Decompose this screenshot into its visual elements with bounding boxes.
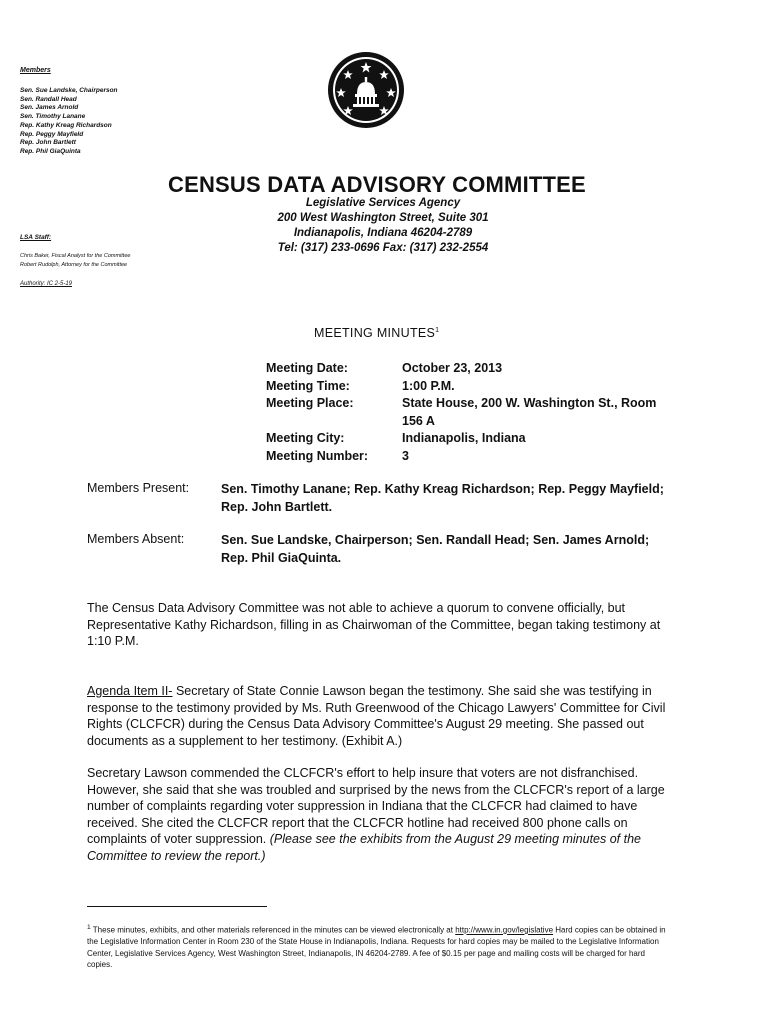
member-item: Rep. Kathy Kreag Richardson <box>20 121 112 129</box>
member-item: Rep. Peggy Mayfield <box>20 130 84 138</box>
meeting-row <box>266 430 662 448</box>
members-heading: Members <box>20 67 51 74</box>
meeting-row <box>266 395 662 430</box>
footnote-divider <box>87 906 267 907</box>
lsa-staff-heading: LSA Staff: <box>20 234 52 241</box>
meeting-value: 3 <box>402 448 409 463</box>
paragraph-quorum: The Census Data Advisory Committee was not able to achieve a quorum to convene officially, but Representative Kathy Richardson, filling in as Chairwoman of the Committee, began taking testimony at 1:10 P.M. <box>87 601 661 648</box>
footnote-mark: 1 <box>435 326 440 334</box>
minutes-title-text: MEETING MINUTES <box>314 326 436 340</box>
agency-address-line1: 200 West Washington Street, Suite 301 <box>277 212 489 224</box>
member-item: Sen. Timothy Lanane <box>20 113 86 121</box>
members-absent-label: Members Absent: <box>87 532 185 546</box>
footnote <box>87 922 667 971</box>
lsa-staff-list <box>20 252 130 269</box>
meeting-label: Meeting Number: <box>266 448 369 463</box>
meeting-label: Meeting Place: <box>266 396 354 410</box>
footnote-text: These minutes, exhibits, and other materials referenced in the minutes can be viewed electronically at <box>90 925 456 935</box>
member-item: Sen. James Arnold <box>20 104 79 112</box>
agency-block <box>260 196 506 256</box>
paragraph-text: Secretary of State Connie Lawson began the testimony. She said she was testifying in response to the testimony provided by Ms. Ruth Greenwood of the Chicago Lawyers' Committee for Civil Rights (CLCFCR) during the Census Data Advisory Committee's August 29 meeting. She passed out documents as a supplement to her testimony. (Exhibit A.) <box>87 684 666 748</box>
paragraph-lawson <box>87 765 677 864</box>
staff-item: Robert Rudolph, Attorney for the Committee <box>20 261 128 268</box>
footnote-number: 1 <box>87 924 91 931</box>
agency-phone: Tel: (317) 233-0696 Fax: (317) 232-2554 <box>277 242 489 254</box>
member-item: Rep. Phil GiaQuinta <box>20 147 81 155</box>
minutes-title <box>314 326 439 340</box>
meeting-value: Indianapolis, Indiana <box>402 431 526 445</box>
member-item: Rep. John Bartlett <box>20 139 76 147</box>
meeting-label: Meeting Time: <box>266 378 350 393</box>
members-present-label: Members Present: <box>87 481 190 495</box>
paragraph-italic-note: (Please see the exhibits from the August 29 meeting minutes of the Committee to review the report.) <box>87 832 642 863</box>
meeting-label: Meeting Date: <box>266 361 348 375</box>
meeting-row <box>266 448 662 466</box>
footnote-text: Hard copies can be obtained in the Legislative Information Center in Room 230 of the State House in Indianapolis, Indiana. Requests for hard copies may be mailed to the Legislative Information Center, Legislative Services Agency, West Washington Street, Indianapolis, IN 46204-2789. A fee of $0.15 per page and mailing costs will be charged for hard copies. <box>87 925 666 970</box>
meeting-value: October 23, 2013 <box>402 361 503 375</box>
authority-citation: Authority: IC 2-5-19 <box>20 281 73 287</box>
member-item: Sen. Randall Head <box>20 95 77 103</box>
meeting-details <box>266 360 662 465</box>
paragraph-agenda-item-2 <box>87 683 677 749</box>
meeting-row <box>266 378 662 396</box>
paragraph-text: Secretary Lawson commended the CLCFCR's effort to help insure that voters are not disfranchised. However, she said that she was troubled and surprised by the news from the CLCFCR's report of a large number of complaints regarding voter suppression in Indiana that the CLCFCR had claimed to have received. She cited the CLCFCR report that the CLCFCR hotline had received 800 phone calls on complaints of voter suppression. <box>87 766 665 846</box>
member-item: Sen. Sue Landske, Chairperson <box>20 87 118 94</box>
meeting-row <box>266 360 662 378</box>
meeting-label: Meeting City: <box>266 431 345 445</box>
meeting-value: 1:00 P.M. <box>402 378 455 393</box>
agenda-item-link[interactable]: Agenda Item II- <box>87 684 173 698</box>
agency-address-line2: Indianapolis, Indiana 46204-2789 <box>293 227 473 239</box>
legislature-link[interactable]: http://www.in.gov/legislative <box>455 925 554 935</box>
members-present-list: Sen. Timothy Lanane; Rep. Kathy Kreag Richardson; Rep. Peggy Mayfield; Rep. John Bartlett. <box>221 482 664 514</box>
members-list <box>20 87 118 157</box>
meeting-value: State House, 200 W. Washington St., Room 156 A <box>402 396 657 428</box>
members-absent-list: Sen. Sue Landske, Chairperson; Sen. Randall Head; Sen. James Arnold; Rep. Phil GiaQuinta. <box>221 533 650 565</box>
staff-item: Chris Baker, Fiscal Analyst for the Committee <box>20 253 131 259</box>
state-seal-icon <box>326 50 406 130</box>
agency-name: Legislative Services Agency <box>305 197 461 209</box>
committee-title: CENSUS DATA ADVISORY COMMITTEE <box>168 172 586 197</box>
